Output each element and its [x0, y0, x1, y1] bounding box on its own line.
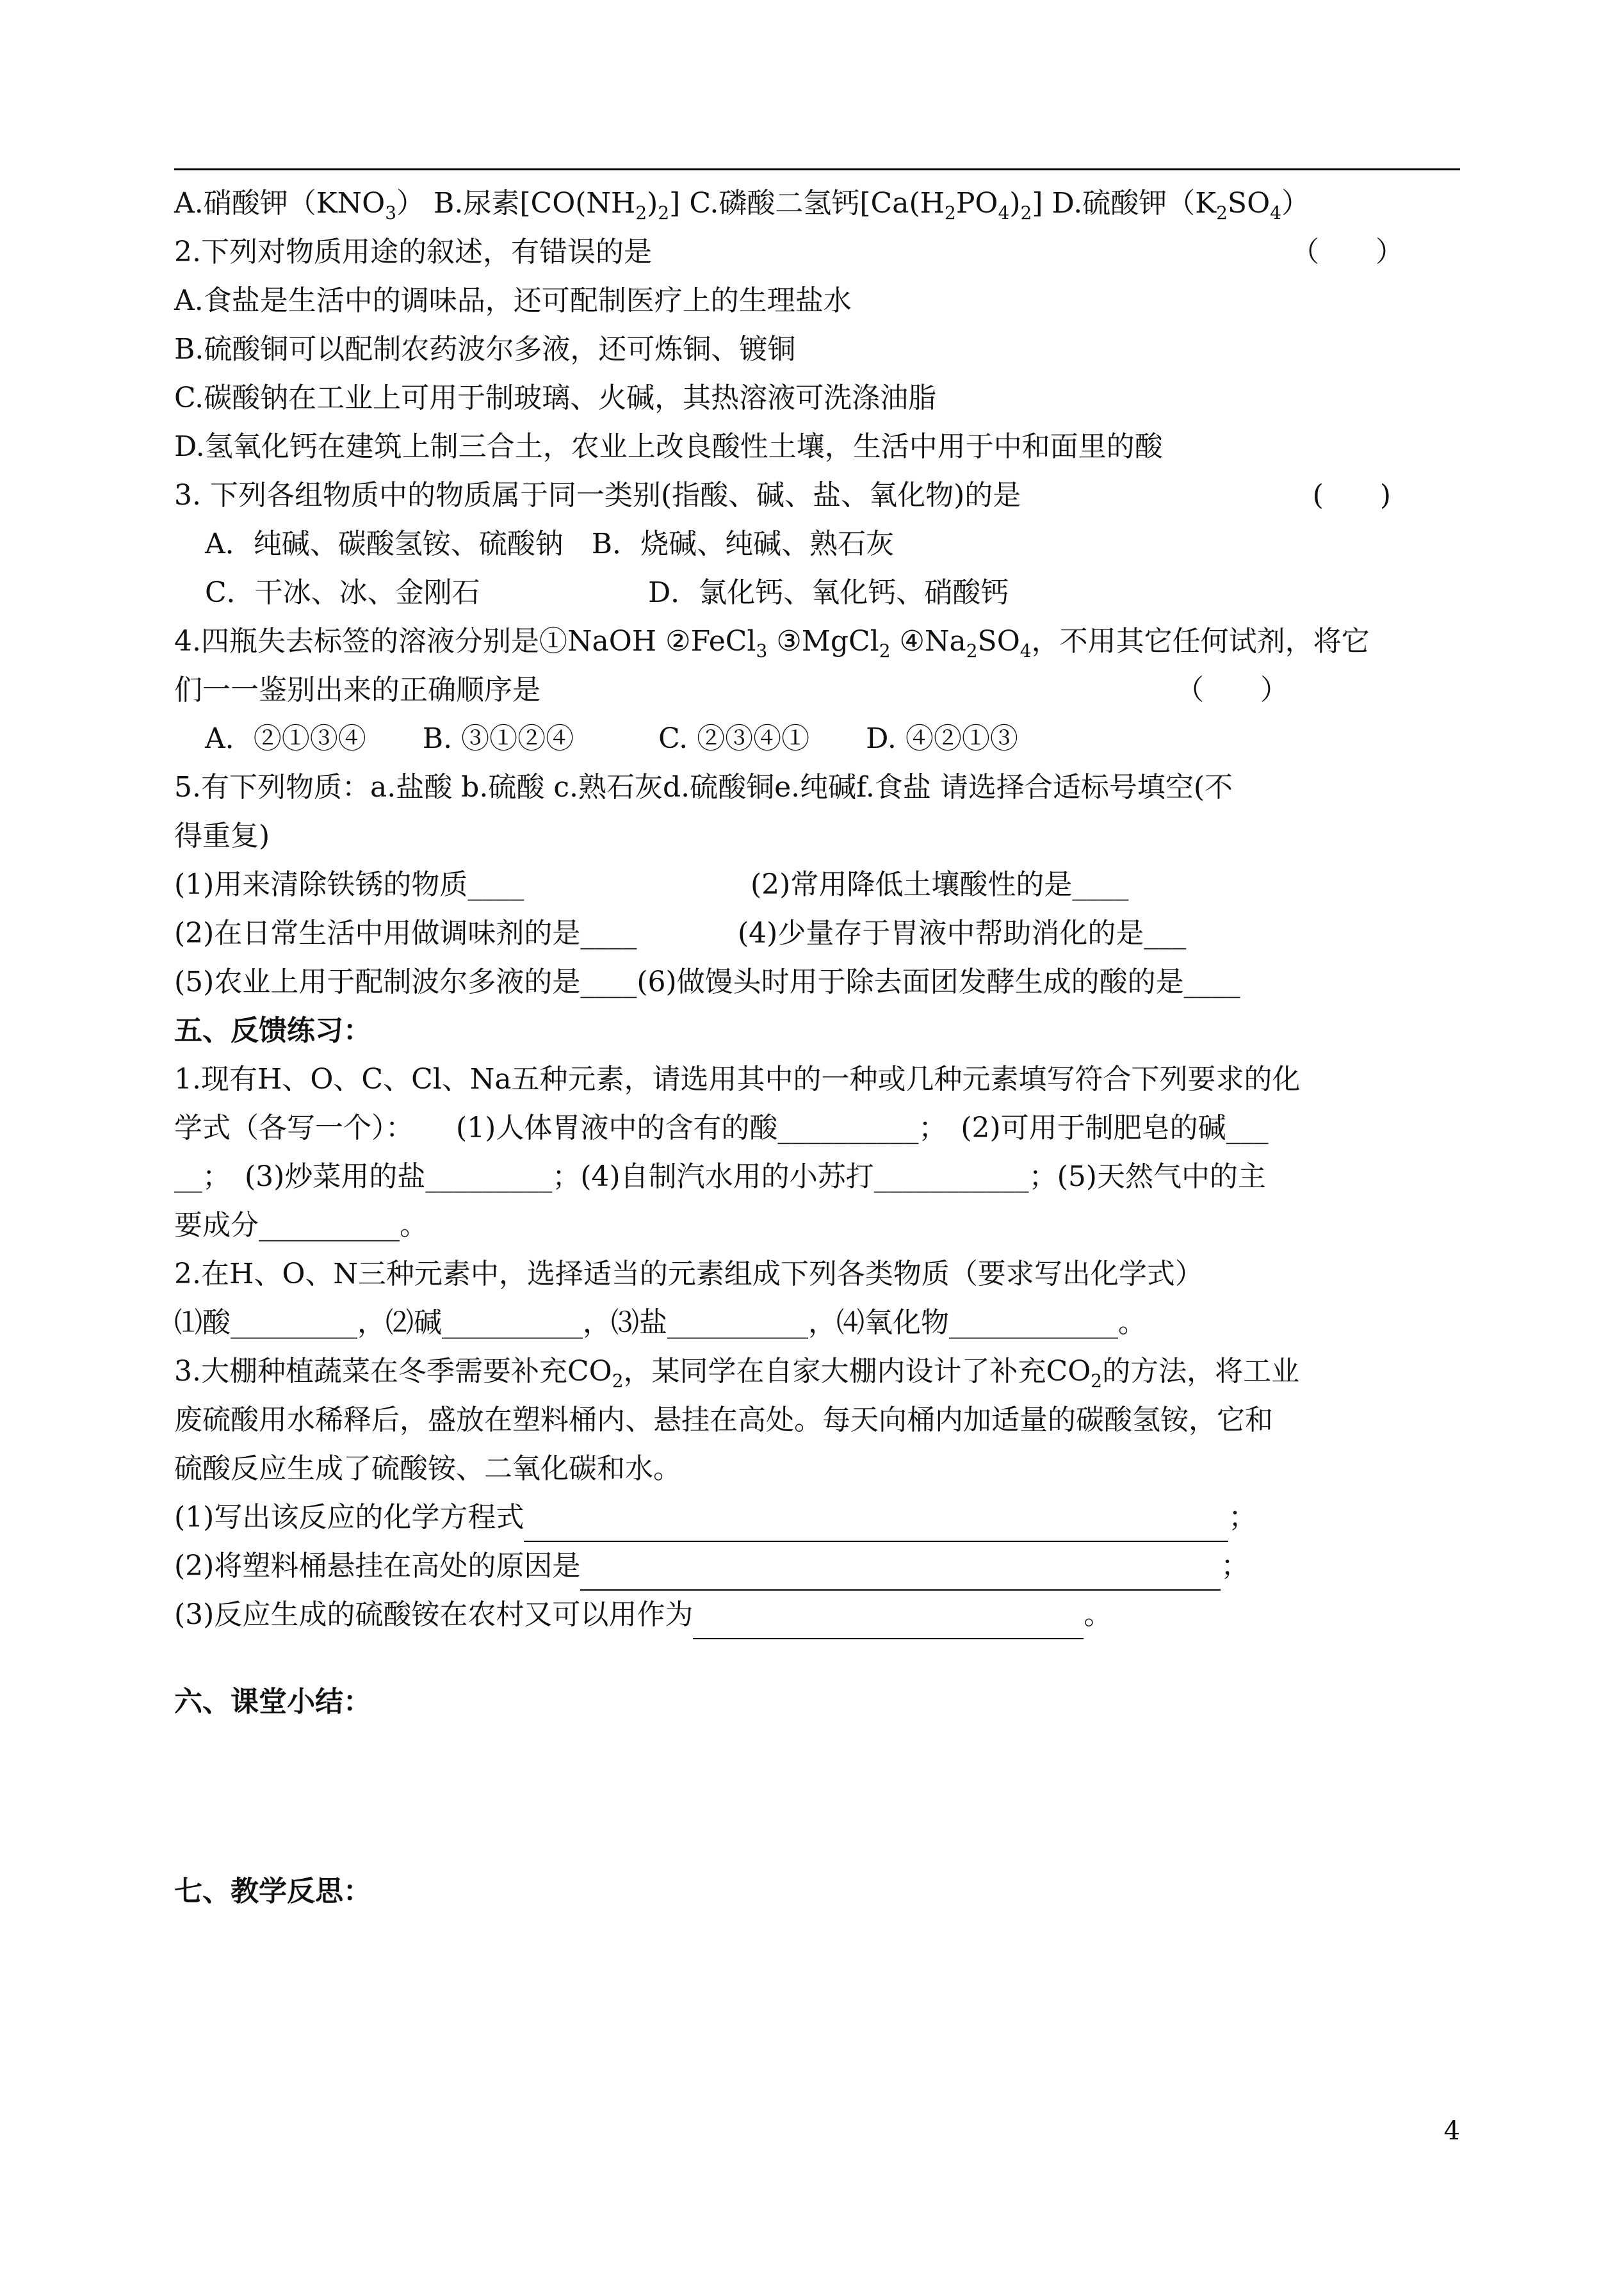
- q2-answer-paren: （ ）: [1291, 236, 1404, 268]
- s5-p1-line3: __； (3)炒菜用的盐_________；(4)自制汽水用的小苏打___________；(5)天然气中的主: [174, 1160, 1266, 1193]
- answer-blank[interactable]: [524, 1511, 1228, 1542]
- q3-answer-paren: ( ): [1312, 479, 1391, 512]
- section-6-heading: 六、课堂小结：: [174, 1685, 371, 1718]
- q3-options-ab: A．纯碱、碳酸氢铵、硫酸钠 B．烧碱、纯碱、熟石灰: [205, 528, 895, 560]
- q5-row-3: (5)农业上用于配制波尔多液的是____(6)做馒头时用于除去面团发酵生成的酸的是____: [174, 966, 1240, 998]
- q2-option-d: D.氢氧化钙在建筑上制三合土，农业上改良酸性土壤，生活中用于中和面里的酸: [174, 430, 1163, 463]
- s5-p3-q1: (1)写出该反应的化学方程式 ；: [174, 1493, 1468, 1542]
- q5-row-2: (2)在日常生活中用做调味剂的是____ (4)少量存于胃液中帮助消化的是___: [174, 917, 1187, 950]
- s5-p3-q2: (2)将塑料桶悬挂在高处的原因是 ；: [174, 1542, 1468, 1591]
- section-5-heading: 五、反馈练习：: [174, 1014, 371, 1047]
- s5-p2-line2: ⑴酸_________，⑵碱__________，⑶盐__________，⑷氧化物____________。: [174, 1306, 1146, 1339]
- q2-option-c: C.碳酸钠在工业上可用于制玻璃、火碱，其热溶液可洗涤油脂: [174, 382, 937, 414]
- q5-stem: 5.有下列物质：a.盐酸 b.硫酸 c.熟石灰d.硫酸铜e.纯碱f.食盐 请选择合适标号填空(不: [174, 771, 1233, 804]
- q2-option-a: A.食盐是生活中的调味品，还可配制医疗上的生理盐水: [174, 284, 852, 317]
- s5-p1-line1: 1.现有H、O、C、Cl、Na五种元素，请选用其中的一种或几种元素填写符合下列要求的化: [174, 1063, 1301, 1096]
- q5-stem-cont: 得重复): [174, 820, 270, 852]
- answer-blank[interactable]: [580, 1560, 1221, 1591]
- q4-stem-cont: 们一一鉴别出来的正确顺序是 （ ）: [174, 666, 1468, 715]
- q1-options: A.硝酸钾$(KNO_3)$ B.尿素$[CO(NH_2)_2]$ C.磷酸二氢钙$[Ca(H_2PO_4)_2]$ D.硫酸钾$(K_2SO_4)$: [174, 187, 1310, 223]
- q4-options: A．②①③④ B. ③①②④ C. ②③④① D. ④②①③: [205, 722, 1018, 755]
- header-rule: [174, 168, 1460, 170]
- q3-stem: 3. 下列各组物质中的物质属于同一类别(指酸、碱、盐、氧化物)的是 ( ): [174, 471, 1468, 520]
- q4-stem: 4.四瓶失去标签的溶液分别是①NaOH ②FeCl$_3$ ③MgCl$_2$ $④Na_2SO_4$，不用其它任何试剂，将它: [174, 625, 1370, 661]
- document-body: [174, 179, 1468, 1916]
- s5-p3-line2: 废硫酸用水稀释后，盛放在塑料桶内、悬挂在高处。每天向桶内加适量的碳酸氢铵，它和: [174, 1404, 1273, 1436]
- section-7-heading: 七、教学反思：: [174, 1875, 371, 1908]
- s5-p1-line2: 学式（各写一个）： (1)人体胃液中的含有的酸__________； (2)可用于制肥皂的碱___: [174, 1112, 1269, 1144]
- answer-blank[interactable]: [693, 1609, 1084, 1639]
- page-number: 4: [1443, 2116, 1460, 2146]
- s5-p2-line1: 2.在H、O、N三种元素中，选择适当的元素组成下列各类物质（要求写出化学式）: [174, 1258, 1203, 1290]
- q2-stem: 2.下列对物质用途的叙述，有错误的是 （ ）: [174, 228, 1468, 277]
- q3-options-cd: C．干冰、冰、金刚石 D．氯化钙、氧化钙、硝酸钙: [205, 576, 1009, 609]
- q2-option-b: B.硫酸铜可以配制农药波尔多液，还可炼铜、镀铜: [174, 333, 796, 366]
- q4-answer-paren: （ ）: [1176, 674, 1288, 706]
- q5-row-1: (1)用来清除铁锈的物质____ (2)常用降低土壤酸性的是____: [174, 868, 1129, 901]
- s5-p3-line1: 3.大棚种植蔬菜在冬季需要补充$CO_2$，某同学在自家大棚内设计了补充$CO_2$的方法，将工业: [174, 1355, 1300, 1391]
- s5-p3-q3: (3)反应生成的硫酸铵在农村又可以用作为 。: [174, 1591, 1468, 1639]
- spacer: [174, 1639, 1468, 1678]
- s5-p1-line4: 要成分__________。: [174, 1209, 428, 1242]
- spacer: [174, 1726, 1468, 1867]
- s5-p3-line3: 硫酸反应生成了硫酸铵、二氧化碳和水。: [174, 1452, 681, 1485]
